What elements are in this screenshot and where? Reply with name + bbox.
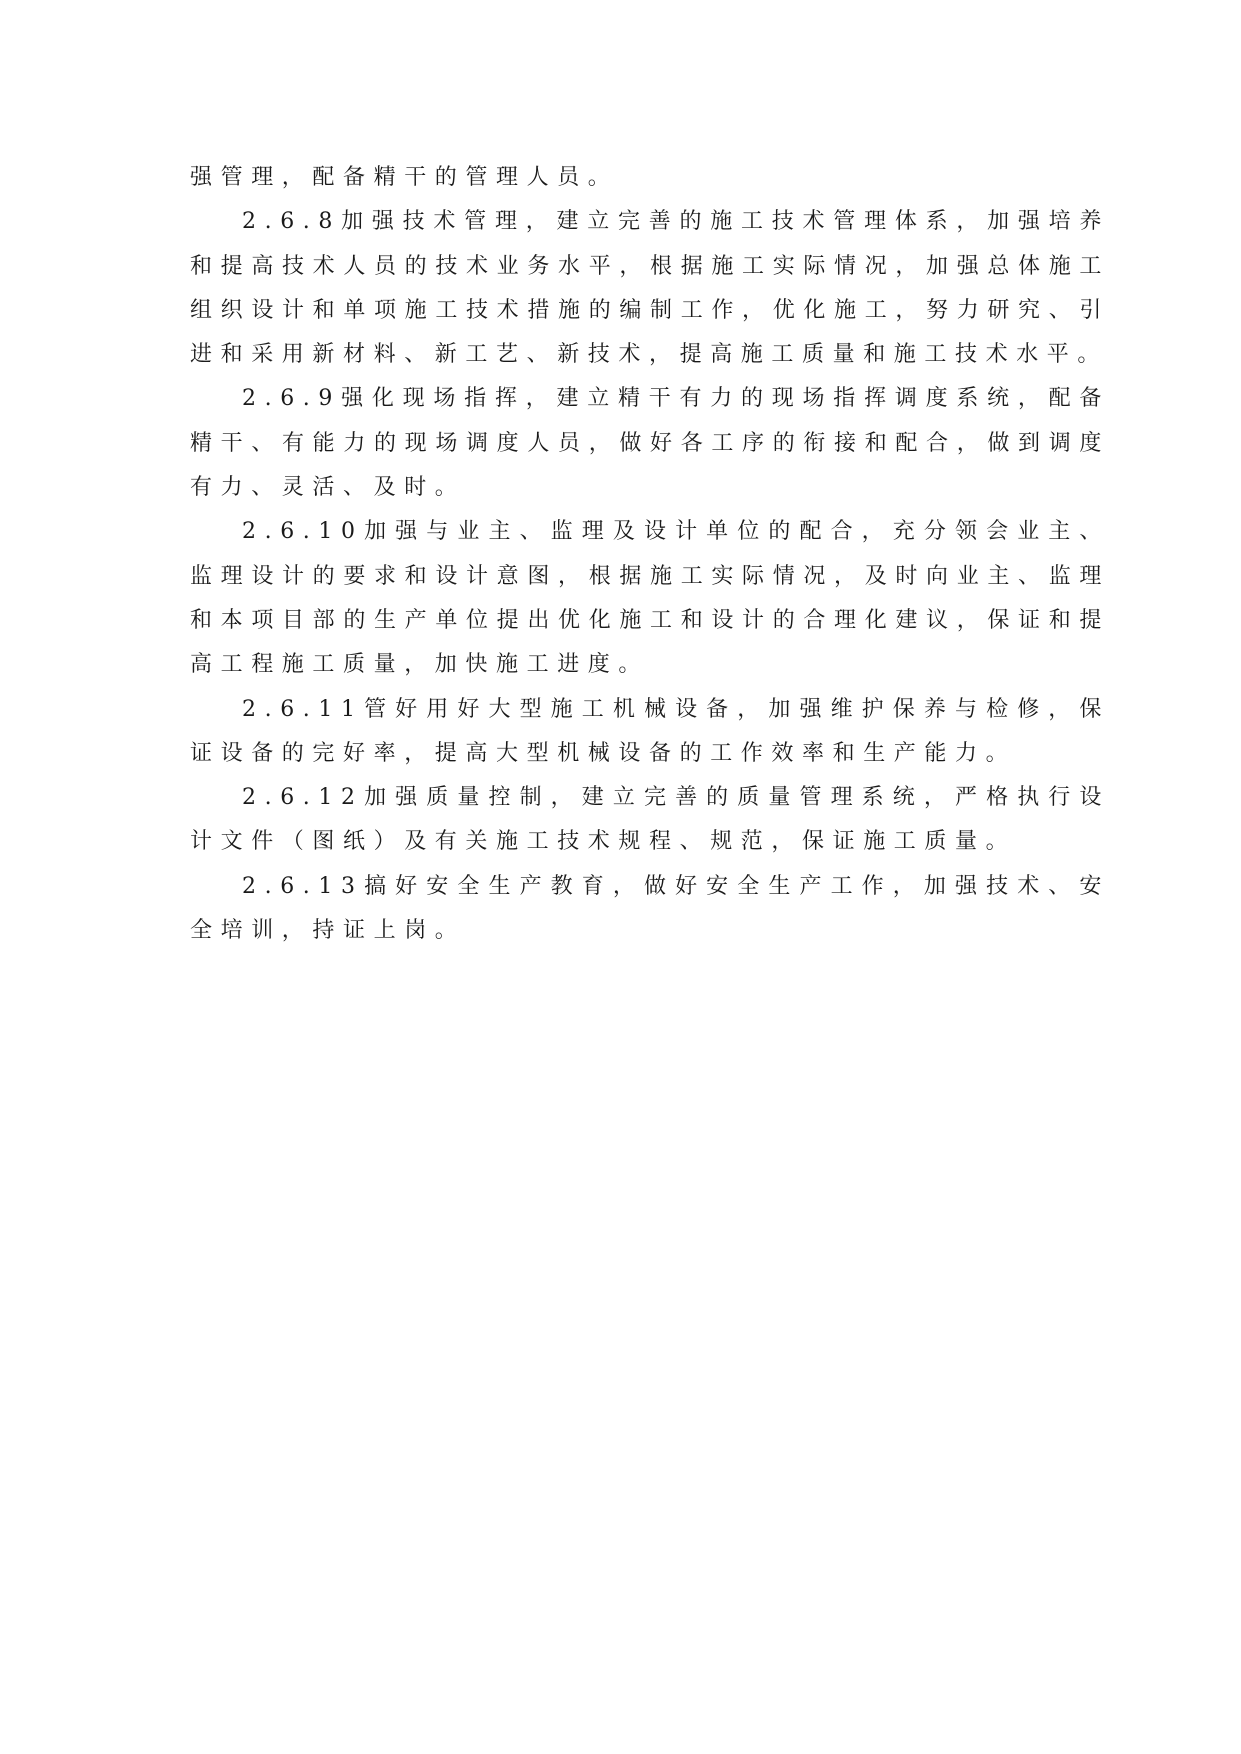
paragraph-2-6-9: 2.6.9强化现场指挥，建立精干有力的现场指挥调度系统，配备精干、有能力的现场调度人员，做好各工序的衔接和配合，做到调度有力、灵活、及时。 bbox=[190, 386, 1110, 501]
paragraph-2-6-10: 2.6.10加强与业主、监理及设计单位的配合，充分领会业主、监理设计的要求和设计意图，根据施工实际情况，及时向业主、监理和本项目部的生产单位提出优化施工和设计的合理化建议，保证和提高工程施工质量，加快施工进度。 bbox=[190, 519, 1110, 678]
paragraph-2-6-8: 2.6.8加强技术管理，建立完善的施工技术管理体系，加强培养和提高技术人员的技术业务水平，根据施工实际情况，加强总体施工组织设计和单项施工技术措施的编制工作，优化施工，努力研究、引进和采用新材料、新工艺、新技术，提高施工质量和施工技术水平。 bbox=[190, 209, 1110, 368]
paragraph-continuation: 强管理，配备精干的管理人员。 bbox=[190, 165, 619, 190]
paragraph-2-6-13: 2.6.13搞好安全生产教育，做好安全生产工作，加强技术、安全培训，持证上岗。 bbox=[190, 873, 1110, 944]
paragraph-2-6-11: 2.6.11管好用好大型施工机械设备，加强维护保养与检修，保证设备的完好率，提高大型机械设备的工作效率和生产能力。 bbox=[190, 696, 1110, 766]
paragraph-2-6-12: 2.6.12加强质量控制，建立完善的质量管理系统，严格执行设计文件（图纸）及有关施工技术规程、规范，保证施工质量。 bbox=[190, 785, 1110, 855]
document-body bbox=[190, 156, 1110, 953]
